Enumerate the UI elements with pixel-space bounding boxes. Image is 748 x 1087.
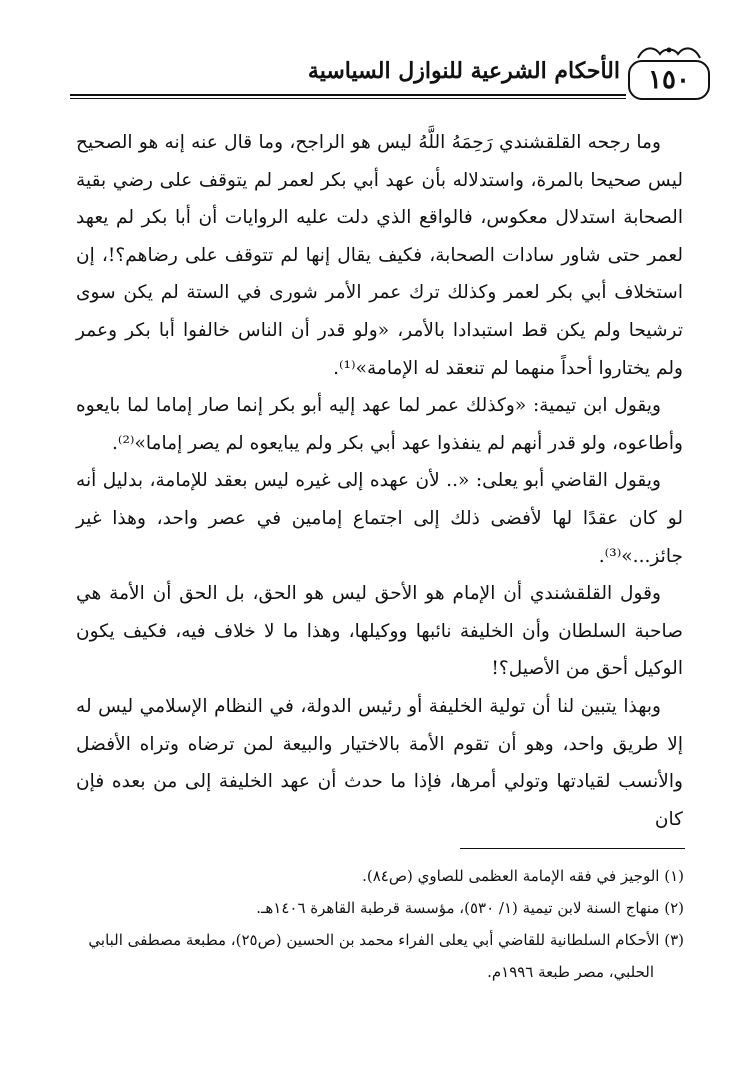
paragraph: وما رجحه القلقشندي رَحِمَهُ اللَّهُ ليس هو الراجح، وما قال عنه إنه هو الصحيح ليس صحيحا بالمرة، واستدلاله بأن عهد أبي بكر لعمر لم يتوقف على رضي بقية الصحابة استدلال معكوس، فالواقع الذي دلت عليه الروايات أن أبا بكر لم يعهد لعمر حتى شاور سادات الصحابة، فكيف يقال إنها لم تتوقف على رضاهم؟!، إن استخلاف أبي بكر لعمر وكذلك ترك عمر الأمر شورى في الستة لم يكن سوى ترشيحا ولم يكن قط استبدادا بالأمر، «ولو قدر أن الناس خالفوا أبا بكر وعمر ولم يختاروا أحداً منهما لم تنعقد له الإمامة»⁽¹⁾. (76, 132, 683, 379)
header-rule (70, 94, 626, 96)
main-text (76, 124, 683, 838)
page-header (70, 44, 710, 102)
footnotes (72, 860, 684, 988)
footnote-2: (٢) منهاج السنة لابن تيمية (١/ ٥٣٠)، مؤسسة قرطبة القاهرة ١٤٠٦هـ. (256, 899, 684, 917)
header-rule-thin (70, 98, 626, 99)
footnote-1: (١) الوجيز في فقه الإمامة العظمى للصاوي (ص٨٤). (362, 867, 684, 885)
paragraph: وبهذا يتبين لنا أن تولية الخليفة أو رئيس الدولة، في النظام الإسلامي ليس له إلا طريق واحد، وهو أن تقوم الأمة بالاختيار والبيعة لمن ترضاه وتراه الأفضل والأنسب لقيادتها وتولي أمرها، فإذا ما حدث أن عهد الخليفة إلى من بعده فإن كان (76, 695, 683, 830)
footnote-3-continued: الحلبي، مصر طبعة ١٩٩٦م. (487, 963, 654, 981)
paragraph: وقول القلقشندي أن الإمام هو الأحق ليس هو الحق، بل الحق أن الأمة هي صاحبة السلطان وأن الخليفة نائبها ووكيلها، وهذا ما لا خلاف فيه، فكيف يكون الوكيل أحق من الأصيل؟! (76, 583, 683, 680)
ornament-icon (634, 44, 704, 60)
footnote-separator (460, 848, 685, 849)
paragraph: ويقول ابن تيمية: «وكذلك عمر لما عهد إليه أبو بكر إنما صار إماما لما بايعوه وأطاعوه، ولو قدر أنهم لم ينفذوا عهد أبي بكر ولم يبايعوه لم يصر إماما»⁽²⁾. (76, 395, 683, 454)
footnote-3: (٣) الأحكام السلطانية للقاضي أبي يعلى الفراء محمد بن الحسين (ص٢٥)، مطبعة مصطفى البابي (88, 931, 684, 949)
paragraph: ويقول القاضي أبو يعلى: «.. لأن عهده إلى غيره ليس بعقد للإمامة، بدليل أنه لو كان عقدًا لها لأفضى ذلك إلى اجتماع إمامين في عصر واحد، وهذا غير جائز...»⁽³⁾. (76, 470, 683, 567)
running-title: الأحكام الشرعية للنوازل السياسية (307, 58, 620, 84)
page-number: ١٥٠ (628, 60, 710, 100)
